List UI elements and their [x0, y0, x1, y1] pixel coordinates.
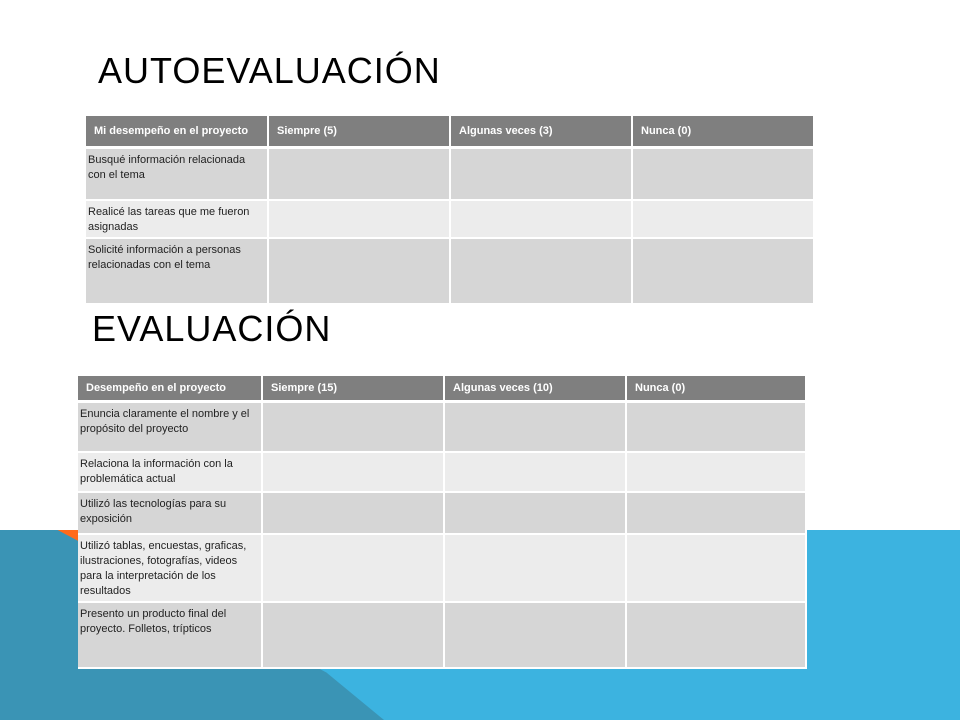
algunas-veces-cell[interactable]: [444, 602, 626, 668]
siempre-cell[interactable]: [262, 534, 444, 602]
table-row: [78, 452, 806, 492]
algunas-veces-cell[interactable]: [450, 148, 632, 200]
table-header-row: [78, 376, 806, 402]
evaluacion-table: [78, 376, 807, 669]
autoevaluacion-table: [86, 116, 815, 305]
algunas-veces-cell[interactable]: [444, 534, 626, 602]
algunas-veces-cell[interactable]: [444, 452, 626, 492]
siempre-cell[interactable]: [268, 200, 450, 238]
algunas-veces-cell[interactable]: [444, 492, 626, 534]
nunca-cell[interactable]: [626, 492, 806, 534]
header-siempre: Siempre (15): [262, 376, 444, 402]
siempre-cell[interactable]: [268, 148, 450, 200]
criterio-cell: Relaciona la información con la problemática actual: [78, 452, 262, 492]
siempre-cell[interactable]: [262, 492, 444, 534]
autoevaluacion-title: AUTOEVALUACIÓN: [98, 50, 441, 91]
nunca-cell[interactable]: [632, 148, 814, 200]
criterio-cell: Enuncia claramente el nombre y el propósito del proyecto: [78, 402, 262, 452]
criterio-cell: Presento un producto final del proyecto. Folletos, trípticos: [78, 602, 262, 668]
nunca-cell[interactable]: [632, 238, 814, 304]
header-criterio: Desempeño en el proyecto: [78, 376, 262, 402]
nunca-cell[interactable]: [626, 534, 806, 602]
criterio-cell: Utilizó las tecnologías para su exposición: [78, 492, 262, 534]
criterio-cell: Utilizó tablas, encuestas, graficas, ilustraciones, fotografías, videos para la interpretación de los resultados: [78, 534, 262, 602]
algunas-veces-cell[interactable]: [444, 402, 626, 452]
header-siempre: Siempre (5): [268, 116, 450, 148]
evaluacion-title: EVALUACIÓN: [92, 308, 332, 349]
siempre-cell[interactable]: [262, 402, 444, 452]
nunca-cell[interactable]: [626, 602, 806, 668]
header-algunas-veces: Algunas veces (10): [444, 376, 626, 402]
header-criterio: Mi desempeño en el proyecto: [86, 116, 268, 148]
siempre-cell[interactable]: [268, 238, 450, 304]
table-row: [86, 238, 814, 304]
siempre-cell[interactable]: [262, 602, 444, 668]
table-row: [78, 534, 806, 602]
criterio-cell: Busqué información relacionada con el tema: [86, 148, 268, 200]
header-nunca: Nunca (0): [632, 116, 814, 148]
header-nunca: Nunca (0): [626, 376, 806, 402]
algunas-veces-cell[interactable]: [450, 238, 632, 304]
nunca-cell[interactable]: [632, 200, 814, 238]
criterio-cell: Realicé las tareas que me fueron asignadas: [86, 200, 268, 238]
table-row: [78, 402, 806, 452]
table-row: [86, 148, 814, 200]
header-algunas-veces: Algunas veces (3): [450, 116, 632, 148]
table-row: [78, 602, 806, 668]
algunas-veces-cell[interactable]: [450, 200, 632, 238]
table-row: [86, 200, 814, 238]
table-header-row: [86, 116, 814, 148]
nunca-cell[interactable]: [626, 402, 806, 452]
siempre-cell[interactable]: [262, 452, 444, 492]
criterio-cell: Solicité información a personas relacionadas con el tema: [86, 238, 268, 304]
nunca-cell[interactable]: [626, 452, 806, 492]
table-row: [78, 492, 806, 534]
